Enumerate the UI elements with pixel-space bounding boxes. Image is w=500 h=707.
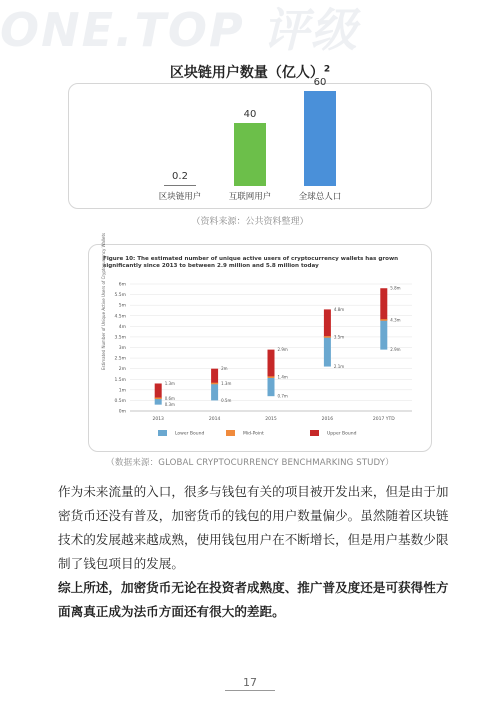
chart2-data-label: 4.3m bbox=[390, 317, 401, 323]
chart2-title: Figure 10: The estimated number of unique active users of cryptocurrency wallets has grown significantly since 2013 to between 2.9 million and 5.8 million today bbox=[103, 256, 399, 269]
chart2-range-lower bbox=[268, 377, 275, 396]
chart2-data-label: 0.6m bbox=[164, 395, 175, 401]
chart2-data-label: 2.9m bbox=[277, 347, 288, 353]
chart2-ytick-label: 0m bbox=[118, 409, 126, 415]
chart1-category-label: 全球总人口 bbox=[298, 192, 342, 202]
chart2-range-upper bbox=[324, 309, 331, 337]
chart2-midpoint-mark bbox=[324, 336, 331, 338]
chart2-data-label: 1.4m bbox=[277, 374, 288, 380]
chart2-ytick-label: 1.5m bbox=[114, 377, 126, 383]
chart2-data-label: 5.8m bbox=[390, 285, 401, 291]
chart2-data-label: 1.3m bbox=[221, 380, 232, 386]
chart2-range-upper bbox=[380, 288, 387, 320]
chart2-ytick-label: 2m bbox=[118, 367, 126, 373]
chart2-legend-item bbox=[158, 430, 204, 437]
chart1-category-label: 区块链用户 bbox=[158, 192, 202, 202]
chart2-category-label: 2013 bbox=[152, 417, 164, 422]
chart1-source: （资料来源：公共资料整理） bbox=[191, 217, 309, 227]
chart1-bar bbox=[304, 91, 336, 186]
paragraph-2: 综上所述，加密货币无论在投资者成熟度、推广普及度还是可获得性方面离真正成为法币方面还有很大的差距。 bbox=[58, 580, 449, 619]
chart2-legend-swatch bbox=[158, 430, 167, 436]
chart2-midpoint-mark bbox=[155, 398, 162, 400]
chart1-value-label: 60 bbox=[313, 77, 327, 88]
chart1-bar bbox=[164, 185, 196, 186]
chart2-category-label: 2016 bbox=[321, 417, 334, 422]
chart2-midpoint-mark bbox=[268, 376, 275, 378]
chart2-legend-label: Lower Bound bbox=[175, 431, 205, 437]
paragraph-1: 作为未来流量的入口，很多与钱包有关的项目被开发出来，但是由于加密货币还没有普及，加密货币的钱包的用户数量偏少。虽然随着区块链技术的发展越来越成熟，使用钱包用户在不断增长，但是用户基数少限制了钱包项目的发展。 bbox=[58, 484, 449, 571]
chart2-midpoint-mark bbox=[211, 383, 218, 385]
chart2-legend-swatch bbox=[310, 430, 319, 436]
chart2-midpoint-mark bbox=[380, 319, 387, 321]
chart2-ytick-label: 3m bbox=[118, 346, 126, 351]
chart2-ytick-label: 5.5m bbox=[114, 293, 126, 299]
chart2-category-label: 2014 bbox=[208, 417, 221, 422]
chart2-data-label: 3.5m bbox=[333, 334, 345, 340]
chart2-ytick-label: 2.5m bbox=[114, 356, 126, 362]
chart2-ytick-label: 0.5m bbox=[114, 398, 126, 404]
chart2-ylabel: Estimated Number of Unique Active Users of Cryptocurrency Wallets bbox=[101, 232, 106, 370]
chart2-data-label: 0.5m bbox=[221, 397, 232, 403]
chart2-range-upper bbox=[155, 383, 162, 398]
chart2-ytick-label: 5m bbox=[118, 303, 126, 309]
chart2-ytick-label: 6m bbox=[118, 282, 126, 288]
chart2-data-label: 2m bbox=[221, 366, 228, 372]
chart2-range-upper bbox=[211, 369, 218, 384]
chart2-legend-swatch bbox=[226, 430, 235, 436]
chart2-ytick-label: 1m bbox=[118, 388, 126, 394]
chart2-range-lower bbox=[324, 337, 331, 367]
chart2-ytick-label: 4.5m bbox=[114, 314, 126, 320]
chart1-bar bbox=[234, 123, 266, 186]
chart2-ytick-label: 4m bbox=[118, 324, 126, 330]
chart2-legend-item bbox=[226, 430, 264, 437]
chart2-range-upper bbox=[268, 350, 275, 378]
chart2-source: （数据来源：GLOBAL CRYPTOCURRENCY BENCHMARKING STUDY） bbox=[106, 458, 394, 468]
chart1-title-sup: 2 bbox=[323, 64, 331, 75]
chart1-category-label: 互联网用户 bbox=[228, 192, 272, 202]
chart2-ytick-label: 3.5m bbox=[114, 335, 126, 341]
watermark: ONE.TOP 评级 bbox=[0, 3, 359, 57]
chart2-data-label: 0.3m bbox=[164, 402, 175, 408]
chart2-category-label: 2017 YTD bbox=[372, 417, 395, 422]
chart2-range-lower bbox=[380, 320, 387, 350]
chart2-data-label: 2.1m bbox=[333, 364, 345, 370]
chart2-legend-label: Mid-Point bbox=[243, 431, 264, 437]
chart2-data-label: 2.9m bbox=[390, 347, 401, 353]
chart2-data-label: 0.7m bbox=[277, 393, 288, 399]
chart2-range-lower bbox=[155, 398, 162, 404]
chart2-data-label: 4.8m bbox=[333, 306, 345, 312]
chart2-legend-label: Upper Bound bbox=[327, 431, 357, 437]
chart2-data-label: 1.3m bbox=[164, 380, 175, 386]
chart1-value-label: 40 bbox=[243, 108, 257, 120]
chart2-legend-item bbox=[310, 430, 356, 437]
chart1-value-label: 0.2 bbox=[172, 171, 188, 182]
page-number: 17 bbox=[243, 676, 257, 689]
page-number-rule bbox=[225, 690, 275, 691]
chart1-title-text: 区块链用户数量（亿人） bbox=[169, 65, 324, 81]
chart2-category-label: 2015 bbox=[265, 417, 277, 422]
chart2-range-lower bbox=[211, 383, 218, 400]
chart1-title bbox=[0, 62, 500, 82]
